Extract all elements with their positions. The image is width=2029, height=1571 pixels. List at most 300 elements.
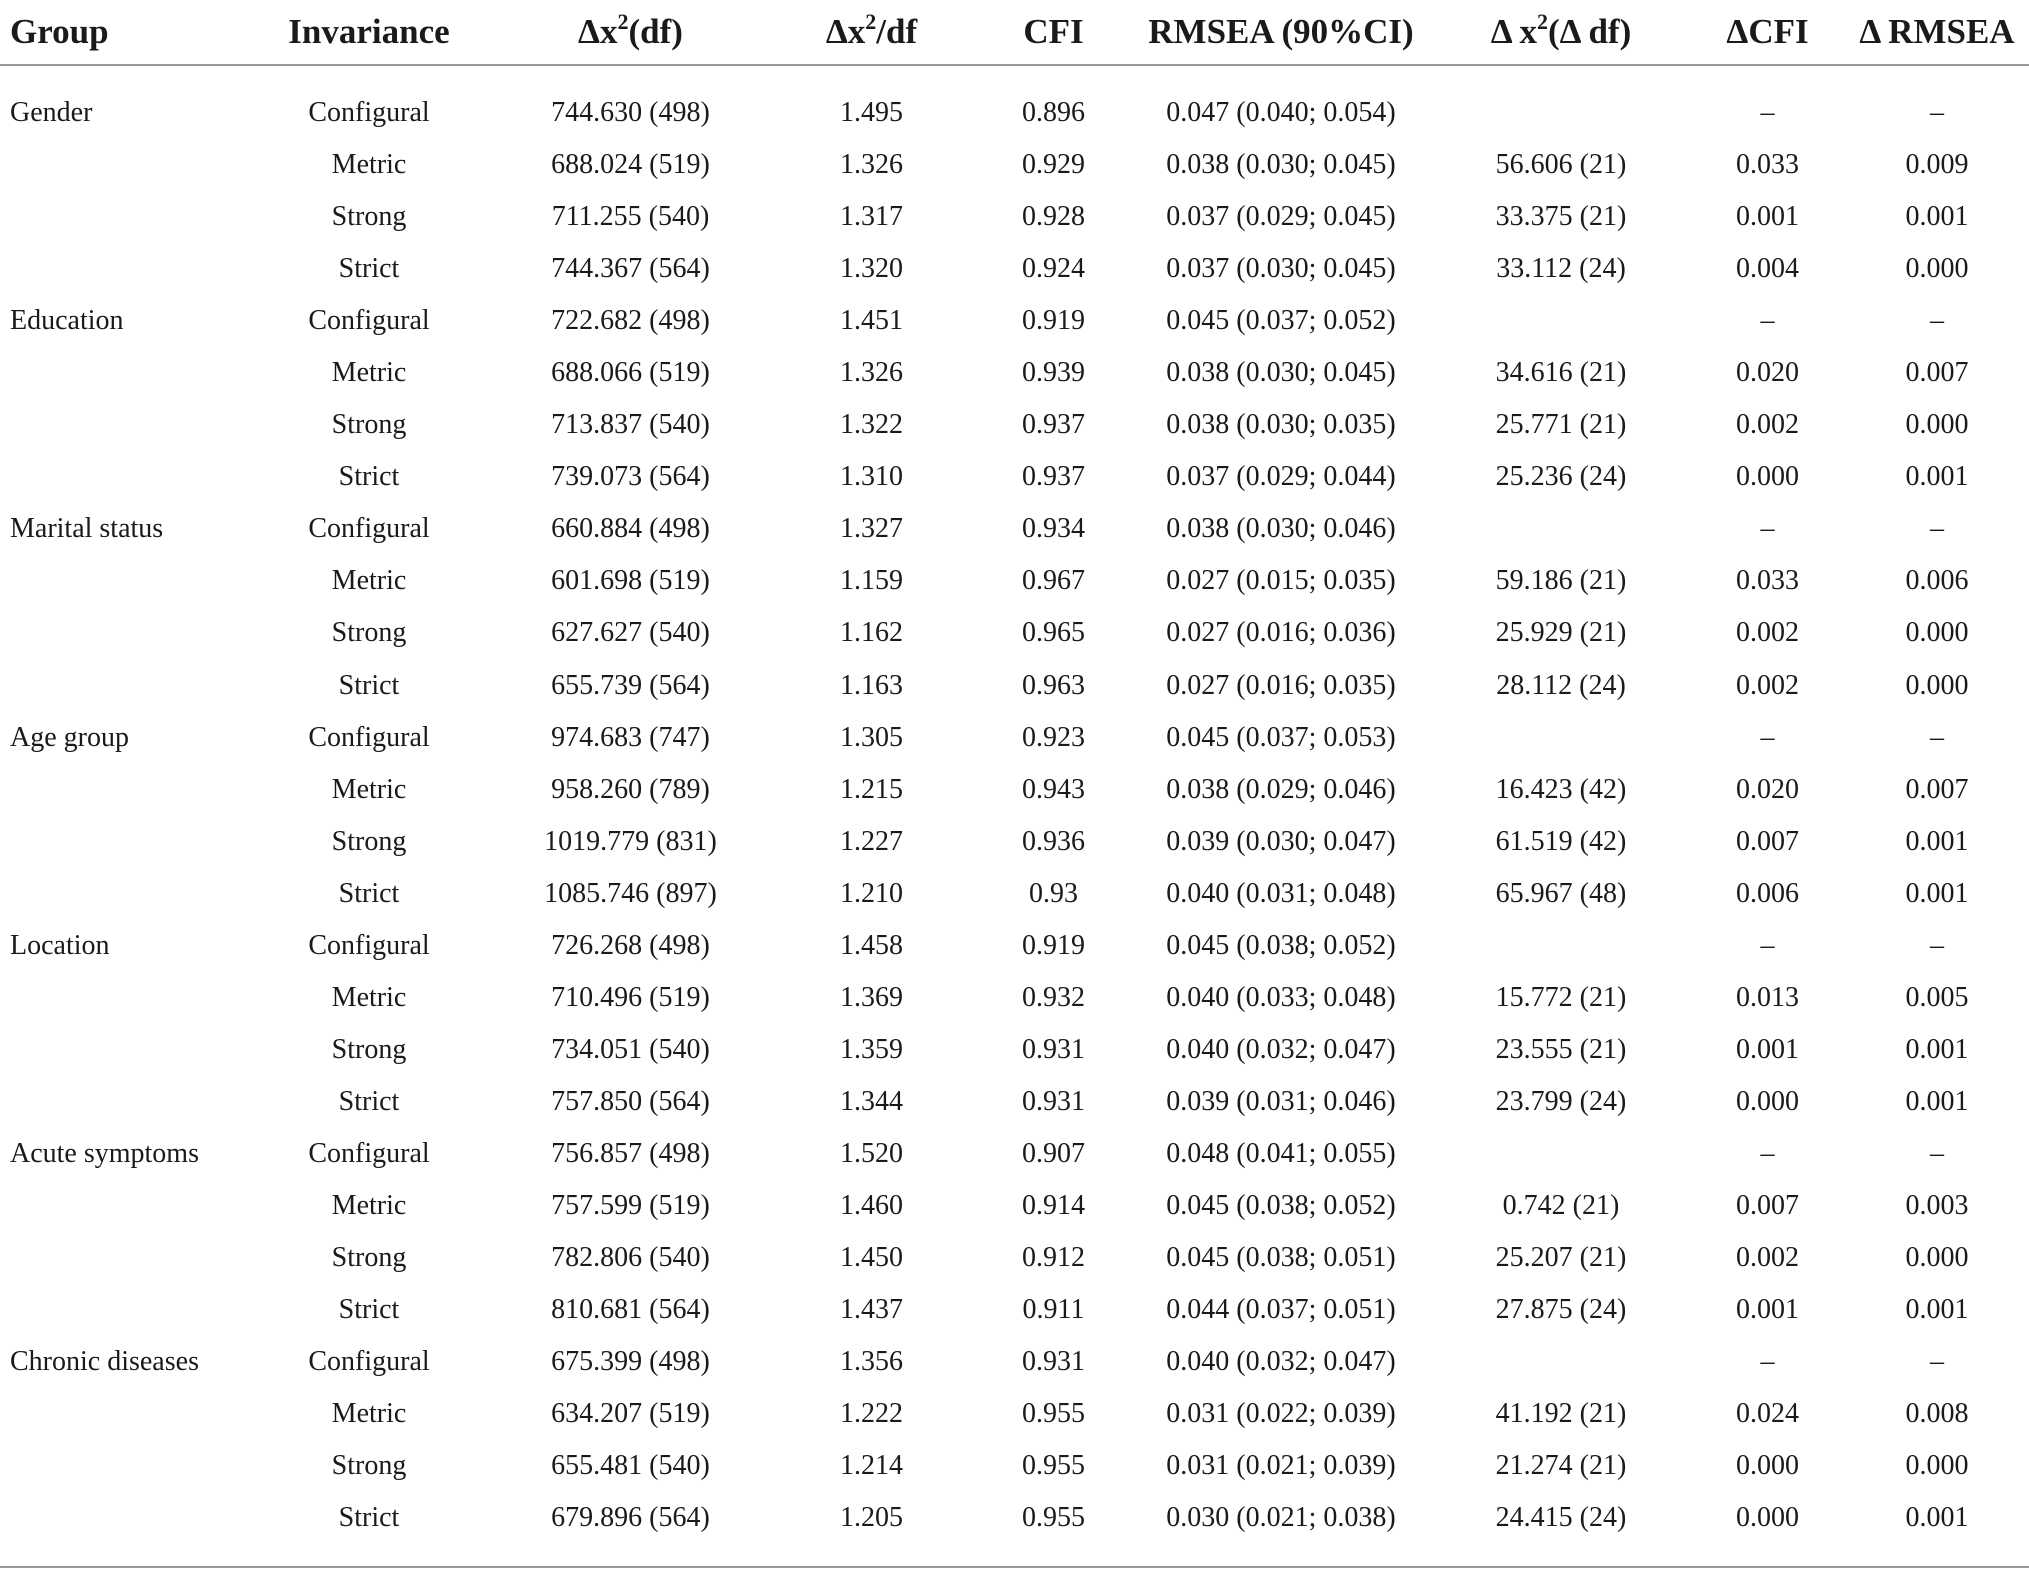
cell-chi-square-per-df: 1.460 — [840, 1190, 903, 1221]
cell-cfi: 0.931 — [1022, 1346, 1085, 1378]
cell-invariance: Strict — [338, 877, 400, 909]
header-cfi: CFI — [977, 0, 1130, 65]
cell-invariance: Metric — [331, 981, 407, 1013]
cell-rmsea: 0.040 (0.032; 0.047) — [1166, 1346, 1396, 1378]
cell-delta-cfi: 0.033 — [1736, 565, 1799, 597]
cell-delta-rmsea: 0.000 — [1905, 1242, 1969, 1274]
cell-chi-square-df: 722.682 (498) — [551, 305, 710, 337]
cell-invariance: Strong — [331, 1450, 407, 1482]
bottom-rule-cell — [0, 1544, 2029, 1567]
cell-chi-square-per-df: 1.359 — [840, 1033, 903, 1065]
header-invariance: Invariance — [243, 0, 495, 65]
cell-invariance: Configural — [308, 513, 430, 545]
cell-chi-square-per-df: 1.317 — [840, 201, 903, 233]
cell-delta-chi-square — [1432, 1128, 1690, 1180]
cell-rmsea: 0.039 (0.030; 0.047) — [1166, 825, 1396, 857]
cell-invariance: Configural — [308, 97, 430, 129]
header-delta-chi-sup: 2 — [1537, 9, 1549, 34]
cell-delta-rmsea: 0.007 — [1905, 773, 1969, 805]
cell-cfi: 0.936 — [1022, 825, 1085, 857]
table-row — [0, 1492, 2029, 1544]
cell-delta-cfi: 0.001 — [1736, 201, 1799, 233]
cell-delta-cfi: 0.002 — [1736, 1242, 1799, 1274]
table-row — [0, 1076, 2029, 1128]
header-delta-chi-square — [1432, 0, 1690, 65]
table-row — [0, 1180, 2029, 1232]
cell-rmsea: 0.038 (0.030; 0.046) — [1166, 513, 1396, 545]
header-chi-df-suffix: /df — [876, 12, 918, 51]
cell-delta-chi-square: 16.423 (42) — [1495, 773, 1627, 805]
cell-rmsea: 0.037 (0.030; 0.045) — [1166, 253, 1396, 285]
cell-chi-square-df: 601.698 (519) — [551, 565, 710, 597]
cell-rmsea: 0.045 (0.038; 0.052) — [1166, 929, 1396, 961]
cell-delta-chi-square: 27.875 (24) — [1495, 1294, 1627, 1326]
cell-chi-square-df: 688.024 (519) — [551, 149, 710, 181]
cell-cfi: 0.955 — [1022, 1450, 1085, 1482]
cell-chi-square-per-df: 1.163 — [840, 669, 903, 701]
cell-chi-square-per-df: 1.326 — [840, 357, 903, 389]
cell-rmsea: 0.037 (0.029; 0.045) — [1166, 201, 1396, 233]
cell-invariance: Strong — [331, 825, 407, 857]
cell-invariance: Configural — [308, 305, 430, 337]
cell-delta-rmsea: 0.006 — [1905, 565, 1969, 597]
table-row — [0, 1336, 2029, 1388]
table-row — [0, 347, 2029, 399]
cell-invariance: Metric — [331, 773, 407, 805]
cell-delta-chi-square: 25.929 (21) — [1495, 617, 1627, 649]
cell-rmsea: 0.038 (0.030; 0.045) — [1166, 149, 1396, 181]
cell-delta-rmsea: – — [1930, 929, 1944, 961]
cell-delta-rmsea: – — [1930, 513, 1944, 545]
cell-chi-square-per-df: 1.326 — [840, 149, 903, 181]
cell-rmsea: 0.040 (0.033; 0.048) — [1166, 981, 1396, 1013]
cell-chi-square-df: 757.850 (564) — [551, 1085, 710, 1117]
table-row — [0, 920, 2029, 972]
header-chi-prefix: Δx — [578, 12, 618, 51]
table-row — [0, 660, 2029, 712]
cell-group — [0, 1232, 243, 1284]
cell-chi-square-per-df: 1.327 — [840, 513, 903, 545]
header-chi-df-prefix: Δx — [825, 12, 866, 51]
cell-chi-square-df: 958.260 (789) — [551, 773, 710, 805]
cell-delta-cfi: 0.013 — [1736, 981, 1799, 1013]
cell-delta-rmsea: – — [1930, 1137, 1944, 1169]
cell-delta-cfi: – — [1760, 97, 1775, 129]
cell-delta-rmsea: 0.003 — [1905, 1190, 1969, 1221]
cell-delta-cfi: 0.000 — [1736, 1502, 1799, 1534]
cell-rmsea: 0.047 (0.040; 0.054) — [1166, 97, 1396, 129]
cell-chi-square-per-df: 1.305 — [840, 721, 903, 753]
cell-rmsea: 0.038 (0.030; 0.035) — [1166, 409, 1396, 441]
cell-group: Acute symptoms — [10, 1137, 199, 1169]
cell-group: Chronic diseases — [10, 1346, 199, 1378]
table-row — [0, 451, 2029, 503]
cell-chi-square-df: 1019.779 (831) — [544, 825, 717, 857]
cell-chi-square-df: 757.599 (519) — [551, 1190, 710, 1221]
cell-group: Gender — [10, 97, 93, 129]
table-row — [0, 139, 2029, 191]
cell-delta-cfi: 0.004 — [1736, 253, 1799, 285]
cell-cfi: 0.931 — [1022, 1033, 1085, 1065]
cell-delta-chi-square: 33.375 (21) — [1495, 201, 1627, 233]
cell-delta-chi-square — [1432, 295, 1690, 347]
cell-delta-cfi: 0.007 — [1736, 1190, 1799, 1221]
cell-cfi: 0.937 — [1022, 461, 1085, 493]
cell-rmsea: 0.045 (0.037; 0.052) — [1166, 305, 1396, 337]
cell-delta-rmsea: – — [1930, 721, 1944, 753]
cell-delta-chi-square: 61.519 (42) — [1495, 825, 1627, 857]
cell-cfi: 0.955 — [1022, 1502, 1085, 1534]
header-spacer — [0, 65, 2029, 87]
cell-delta-cfi: 0.002 — [1736, 669, 1799, 701]
cell-delta-cfi: – — [1760, 305, 1775, 337]
cell-rmsea: 0.037 (0.029; 0.044) — [1166, 461, 1396, 493]
cell-group — [0, 451, 243, 503]
table-row — [0, 295, 2029, 347]
cell-group — [0, 399, 243, 451]
cell-chi-square-per-df: 1.214 — [840, 1450, 903, 1482]
table-bottom-rule — [0, 1544, 2029, 1567]
table-row — [0, 87, 2029, 139]
cell-delta-cfi: 0.000 — [1736, 461, 1799, 493]
cell-delta-chi-square — [1432, 503, 1690, 555]
cell-rmsea: 0.045 (0.038; 0.052) — [1166, 1190, 1396, 1221]
cell-rmsea: 0.031 (0.022; 0.039) — [1166, 1398, 1396, 1430]
cell-chi-square-df: 734.051 (540) — [551, 1033, 710, 1065]
cell-chi-square-df: 710.496 (519) — [551, 981, 710, 1013]
cell-delta-cfi: – — [1760, 721, 1775, 753]
cell-group — [0, 243, 243, 295]
header-chi-square-per-df — [766, 0, 977, 65]
cell-delta-cfi: 0.000 — [1736, 1450, 1799, 1482]
cell-invariance: Metric — [331, 565, 407, 597]
cell-delta-cfi: – — [1760, 929, 1775, 961]
cell-invariance: Configural — [308, 1137, 430, 1169]
cell-delta-chi-square: 65.967 (48) — [1495, 877, 1627, 909]
cell-cfi: 0.924 — [1022, 253, 1085, 285]
cell-group — [0, 1492, 243, 1544]
cell-delta-rmsea: 0.009 — [1905, 149, 1969, 181]
cell-delta-chi-square: 33.112 (24) — [1496, 253, 1626, 285]
cell-chi-square-per-df: 1.458 — [840, 929, 903, 961]
cell-cfi: 0.896 — [1022, 97, 1085, 129]
cell-cfi: 0.955 — [1022, 1398, 1085, 1430]
cell-group — [0, 139, 243, 191]
cell-chi-square-per-df: 1.162 — [840, 617, 903, 649]
cell-rmsea: 0.045 (0.037; 0.053) — [1166, 721, 1396, 753]
cell-rmsea: 0.039 (0.031; 0.046) — [1166, 1085, 1396, 1117]
cell-rmsea: 0.048 (0.041; 0.055) — [1166, 1137, 1396, 1169]
cell-chi-square-per-df: 1.322 — [840, 409, 903, 441]
cell-delta-cfi: 0.020 — [1736, 773, 1799, 805]
cell-cfi: 0.967 — [1022, 565, 1085, 597]
cell-group — [0, 660, 243, 712]
header-delta-rmsea: Δ RMSEA — [1845, 0, 2029, 65]
table-row — [0, 1284, 2029, 1336]
cell-delta-cfi: – — [1760, 1137, 1775, 1169]
table-row — [0, 1232, 2029, 1284]
cell-invariance: Strong — [331, 409, 407, 441]
header-delta-cfi: ΔCFI — [1690, 0, 1845, 65]
cell-chi-square-df: 675.399 (498) — [551, 1346, 710, 1378]
cell-group — [0, 347, 243, 399]
cell-cfi: 0.963 — [1022, 669, 1085, 701]
cell-chi-square-per-df: 1.222 — [840, 1398, 903, 1430]
cell-cfi: 0.914 — [1022, 1190, 1085, 1221]
cell-chi-square-df: 744.630 (498) — [551, 97, 710, 129]
cell-invariance: Metric — [331, 357, 407, 389]
cell-invariance: Metric — [331, 1190, 407, 1221]
header-delta-chi-prefix: Δ x — [1490, 12, 1538, 51]
cell-delta-cfi: 0.001 — [1736, 1294, 1799, 1326]
cell-delta-chi-square: 24.415 (24) — [1495, 1502, 1627, 1534]
cell-chi-square-df: 756.857 (498) — [551, 1137, 710, 1169]
cell-invariance: Configural — [308, 721, 430, 753]
cell-chi-square-per-df: 1.356 — [840, 1346, 903, 1378]
cell-chi-square-df: 627.627 (540) — [551, 617, 710, 649]
cell-group — [0, 191, 243, 243]
cell-cfi: 0.937 — [1022, 409, 1085, 441]
cell-delta-chi-square: 25.207 (21) — [1495, 1242, 1627, 1274]
cell-group — [0, 607, 243, 659]
cell-cfi: 0.932 — [1022, 981, 1085, 1013]
cell-chi-square-per-df: 1.205 — [840, 1502, 903, 1534]
cell-invariance: Strict — [338, 461, 400, 493]
cell-chi-square-df: 660.884 (498) — [551, 513, 710, 545]
cell-group — [0, 1180, 243, 1232]
cell-delta-rmsea: – — [1930, 97, 1944, 129]
cell-delta-chi-square: 23.555 (21) — [1495, 1033, 1627, 1065]
cell-cfi: 0.912 — [1022, 1242, 1085, 1274]
cell-cfi: 0.923 — [1022, 721, 1085, 753]
cell-delta-chi-square: 34.616 (21) — [1495, 357, 1627, 389]
table-row — [0, 243, 2029, 295]
cell-cfi: 0.931 — [1022, 1085, 1085, 1117]
cell-group — [0, 764, 243, 816]
cell-cfi: 0.929 — [1022, 149, 1085, 181]
cell-group: Location — [10, 929, 110, 961]
cell-delta-cfi: 0.001 — [1736, 1033, 1799, 1065]
cell-cfi: 0.934 — [1022, 513, 1085, 545]
cell-chi-square-df: 634.207 (519) — [551, 1398, 710, 1430]
cell-delta-chi-square: 21.274 (21) — [1495, 1450, 1627, 1482]
cell-delta-chi-square: 28.112 (24) — [1496, 669, 1626, 701]
cell-chi-square-per-df: 1.369 — [840, 981, 903, 1013]
header-chi-sup: 2 — [617, 9, 629, 34]
cell-delta-cfi: 0.024 — [1736, 1398, 1799, 1430]
cell-delta-chi-square — [1432, 920, 1690, 972]
cell-delta-rmsea: 0.000 — [1905, 617, 1969, 649]
table-row — [0, 1128, 2029, 1180]
table-row — [0, 764, 2029, 816]
cell-delta-chi-square: 25.771 (21) — [1495, 409, 1627, 441]
cell-invariance: Strong — [331, 201, 407, 233]
table-row — [0, 1388, 2029, 1440]
cell-cfi: 0.919 — [1022, 305, 1085, 337]
cell-delta-rmsea: 0.001 — [1905, 1085, 1969, 1117]
cell-delta-chi-square: 41.192 (21) — [1495, 1398, 1627, 1430]
cell-chi-square-df: 711.255 (540) — [551, 201, 710, 233]
cell-delta-cfi: 0.020 — [1736, 357, 1799, 389]
header-group: Group — [0, 0, 243, 65]
cell-invariance: Strict — [338, 669, 400, 701]
cell-rmsea: 0.040 (0.031; 0.048) — [1166, 877, 1396, 909]
cell-chi-square-df: 1085.746 (897) — [544, 877, 717, 909]
cell-chi-square-df: 810.681 (564) — [551, 1294, 710, 1326]
cell-delta-chi-square: 0.742 (21) — [1502, 1190, 1620, 1221]
cell-invariance: Strict — [338, 253, 400, 285]
cell-delta-chi-square: 25.236 (24) — [1495, 461, 1627, 493]
table-header — [0, 0, 2029, 65]
cell-invariance: Metric — [331, 149, 407, 181]
cell-chi-square-df: 713.837 (540) — [551, 409, 710, 441]
cell-cfi: 0.911 — [1022, 1294, 1085, 1326]
cell-delta-rmsea: 0.000 — [1905, 253, 1969, 285]
cell-chi-square-per-df: 1.320 — [840, 253, 903, 285]
table-row — [0, 868, 2029, 920]
cell-cfi: 0.928 — [1022, 201, 1085, 233]
cell-rmsea: 0.044 (0.037; 0.051) — [1166, 1294, 1396, 1326]
cell-invariance: Strong — [331, 1242, 407, 1274]
cell-delta-chi-square — [1432, 1336, 1690, 1388]
spacer-cell — [0, 65, 2029, 87]
cell-group: Education — [10, 305, 124, 337]
cell-cfi: 0.943 — [1022, 773, 1085, 805]
cell-rmsea: 0.031 (0.021; 0.039) — [1166, 1450, 1396, 1482]
cell-delta-rmsea: – — [1930, 305, 1944, 337]
cell-delta-rmsea: 0.000 — [1905, 669, 1969, 701]
table-body — [0, 65, 2029, 1567]
table-row — [0, 399, 2029, 451]
cell-chi-square-df: 739.073 (564) — [551, 461, 710, 493]
cell-cfi: 0.919 — [1022, 929, 1085, 961]
table-row — [0, 503, 2029, 555]
header-chi-suffix: (df) — [628, 12, 683, 51]
cell-delta-rmsea: – — [1930, 1346, 1944, 1378]
cell-chi-square-df: 679.896 (564) — [551, 1502, 710, 1534]
cell-delta-rmsea: 0.000 — [1905, 1450, 1969, 1482]
cell-group — [0, 1024, 243, 1076]
cell-chi-square-per-df: 1.310 — [840, 461, 903, 493]
table-row — [0, 712, 2029, 764]
cell-delta-rmsea: 0.008 — [1905, 1398, 1969, 1430]
cell-cfi: 0.93 — [1029, 877, 1078, 909]
cell-delta-chi-square: 15.772 (21) — [1495, 981, 1627, 1013]
cell-invariance: Strong — [331, 617, 407, 649]
table-row — [0, 816, 2029, 868]
cell-invariance: Strict — [338, 1294, 400, 1326]
cell-delta-chi-square: 59.186 (21) — [1495, 565, 1627, 597]
cell-delta-cfi: – — [1760, 1346, 1775, 1378]
cell-invariance: Metric — [331, 1398, 407, 1430]
cell-group: Age group — [10, 721, 129, 753]
cell-chi-square-df: 974.683 (747) — [551, 721, 710, 753]
cell-delta-rmsea: 0.005 — [1905, 981, 1969, 1013]
cell-rmsea: 0.027 (0.015; 0.035) — [1166, 565, 1396, 597]
cell-chi-square-df: 782.806 (540) — [551, 1242, 710, 1274]
cell-chi-square-per-df: 1.450 — [840, 1242, 903, 1274]
cell-cfi: 0.939 — [1022, 357, 1085, 389]
cell-delta-rmsea: 0.001 — [1905, 201, 1969, 233]
table-row — [0, 972, 2029, 1024]
cell-group — [0, 972, 243, 1024]
cell-chi-square-per-df: 1.520 — [840, 1137, 903, 1169]
cell-delta-cfi: 0.007 — [1736, 825, 1799, 857]
cell-chi-square-df: 688.066 (519) — [551, 357, 710, 389]
cell-invariance: Strict — [338, 1085, 400, 1117]
cell-delta-cfi: 0.033 — [1736, 149, 1799, 181]
cell-chi-square-per-df: 1.215 — [840, 773, 903, 805]
table-row — [0, 1024, 2029, 1076]
cell-delta-rmsea: 0.001 — [1905, 461, 1969, 493]
cell-cfi: 0.907 — [1022, 1137, 1085, 1169]
cell-delta-rmsea: 0.001 — [1905, 1502, 1969, 1534]
cell-group — [0, 1284, 243, 1336]
cell-delta-chi-square — [1432, 87, 1690, 139]
cell-delta-chi-square: 23.799 (24) — [1495, 1085, 1627, 1117]
header-chi-df-sup: 2 — [865, 9, 877, 34]
cell-delta-rmsea: 0.000 — [1905, 409, 1969, 441]
cell-group — [0, 1388, 243, 1440]
header-rmsea: RMSEA (90%CI) — [1130, 0, 1432, 65]
cell-group — [0, 1076, 243, 1128]
cell-delta-cfi: 0.000 — [1736, 1085, 1799, 1117]
cell-delta-cfi: 0.006 — [1736, 877, 1799, 909]
cell-delta-rmsea: 0.001 — [1905, 1033, 1969, 1065]
cell-invariance: Strong — [331, 1033, 407, 1065]
cell-invariance: Strict — [338, 1502, 400, 1534]
cell-delta-rmsea: 0.001 — [1905, 825, 1969, 857]
cell-delta-rmsea: 0.001 — [1905, 1294, 1969, 1326]
cell-delta-cfi: 0.002 — [1736, 617, 1799, 649]
cell-group — [0, 555, 243, 607]
cell-rmsea: 0.027 (0.016; 0.035) — [1166, 669, 1396, 701]
cell-group — [0, 816, 243, 868]
cell-delta-chi-square: 56.606 (21) — [1495, 149, 1627, 181]
cell-group — [0, 868, 243, 920]
cell-chi-square-per-df: 1.159 — [840, 565, 903, 597]
cell-delta-cfi: 0.002 — [1736, 409, 1799, 441]
cell-chi-square-df: 726.268 (498) — [551, 929, 710, 961]
table-row — [0, 607, 2029, 659]
cell-rmsea: 0.030 (0.021; 0.038) — [1166, 1502, 1396, 1534]
cell-group — [0, 1440, 243, 1492]
table-row — [0, 1440, 2029, 1492]
table-row — [0, 191, 2029, 243]
cell-invariance: Configural — [308, 1346, 430, 1378]
cell-rmsea: 0.038 (0.029; 0.046) — [1166, 773, 1396, 805]
header-chi-square-df — [495, 0, 766, 65]
cell-delta-cfi: – — [1760, 513, 1775, 545]
cell-chi-square-per-df: 1.227 — [840, 825, 903, 857]
cell-chi-square-per-df: 1.451 — [840, 305, 903, 337]
cell-delta-rmsea: 0.007 — [1905, 357, 1969, 389]
cell-delta-rmsea: 0.001 — [1905, 877, 1969, 909]
cell-delta-chi-square — [1432, 712, 1690, 764]
cell-rmsea: 0.038 (0.030; 0.045) — [1166, 357, 1396, 389]
cell-chi-square-per-df: 1.210 — [840, 877, 903, 909]
cell-rmsea: 0.027 (0.016; 0.036) — [1166, 617, 1396, 649]
cell-chi-square-df: 655.481 (540) — [551, 1450, 710, 1482]
cell-chi-square-per-df: 1.344 — [840, 1085, 903, 1117]
header-delta-chi-suffix: (Δ df) — [1548, 12, 1632, 51]
cell-chi-square-per-df: 1.437 — [840, 1294, 903, 1326]
cell-rmsea: 0.040 (0.032; 0.047) — [1166, 1033, 1396, 1065]
cell-rmsea: 0.045 (0.038; 0.051) — [1166, 1242, 1396, 1274]
cell-group: Marital status — [10, 513, 164, 545]
table-row — [0, 555, 2029, 607]
cell-chi-square-per-df: 1.495 — [840, 97, 903, 129]
